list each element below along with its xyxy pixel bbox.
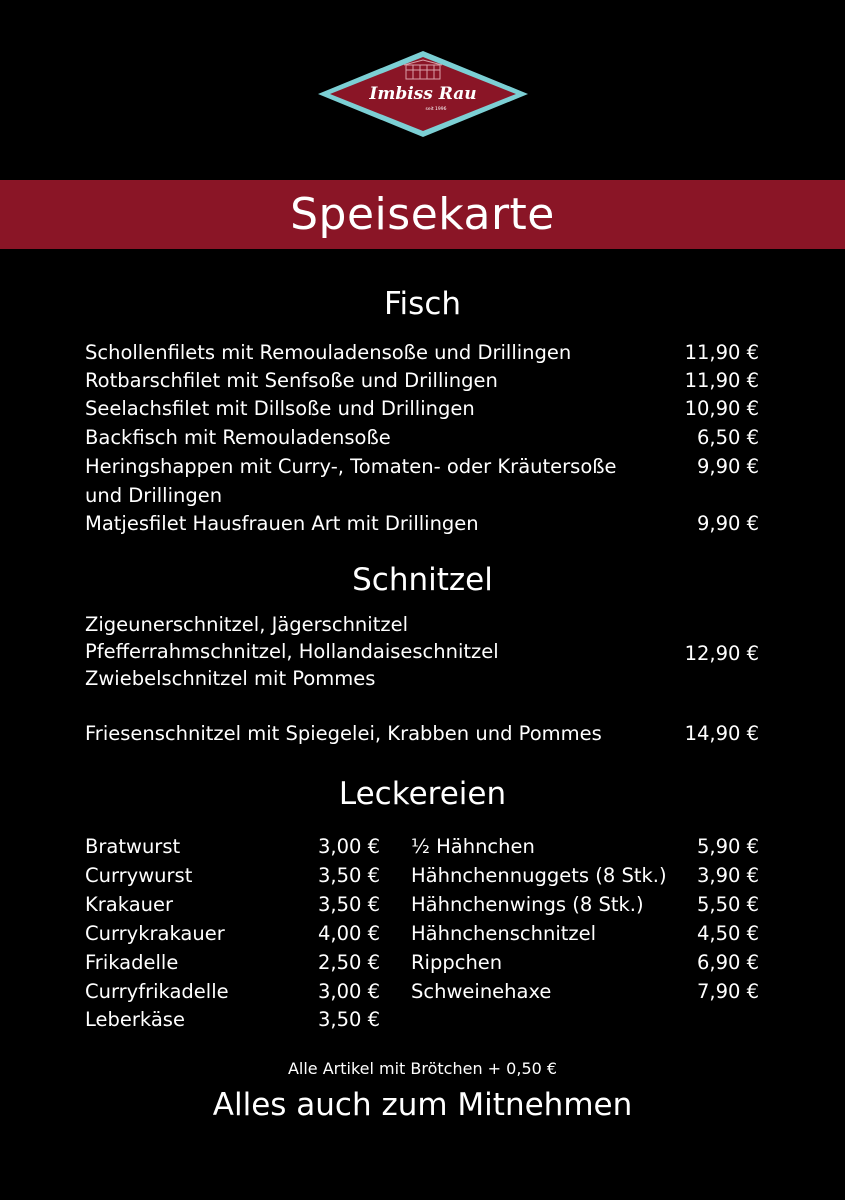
menu-item-price: 2,50 € [317, 951, 380, 974]
takeaway-notice: Alles auch zum Mitnehmen [212, 1087, 633, 1123]
menu-item-name: Leberkäse [85, 1008, 185, 1031]
logo-since: seit 1996 [425, 107, 447, 112]
menu-item-name: Krakauer [85, 893, 174, 916]
menu-item-price: 5,50 € [696, 893, 759, 916]
roll-surcharge-note: Alle Artikel mit Brötchen + 0,50 € [287, 1059, 558, 1078]
menu-item-price: 4,00 € [317, 922, 380, 945]
section-title-leckereien: Leckereien [338, 776, 507, 812]
menu-item-name: Currywurst [85, 864, 193, 887]
menu-item-name: Backfisch mit Remouladensoße [85, 426, 391, 449]
logo-name: Imbiss Rau [369, 84, 477, 104]
menu-item-price: 6,50 € [696, 426, 759, 449]
menu-item-price: 3,50 € [317, 1008, 380, 1031]
menu-item-name: Seelachsfilet mit Dillsoße und Drillingen [85, 397, 475, 420]
schnitzel-group-line: Zigeunerschnitzel, Jägerschnitzel [85, 613, 408, 636]
menu-item-price: 4,50 € [696, 922, 759, 945]
menu-item-price: 3,50 € [317, 864, 380, 887]
title-banner [0, 180, 845, 249]
page-title: Speisekarte [290, 189, 555, 240]
section-title-schnitzel: Schnitzel [352, 562, 493, 598]
menu-item-name: Schollenfilets mit Remouladensoße und Drillingen [85, 341, 572, 364]
schnitzel-group-line: Pfefferrahmschnitzel, Hollandaiseschnitzel [85, 640, 499, 663]
menu-item-price: 10,90 € [684, 397, 759, 420]
menu-item-price: 3,00 € [317, 835, 380, 858]
menu-item-name: Friesenschnitzel mit Spiegelei, Krabben und Pommes [85, 722, 602, 745]
section-title-fisch: Fisch [383, 286, 462, 322]
menu-item-price: 3,90 € [696, 864, 759, 887]
menu-item-price: 11,90 € [684, 369, 759, 392]
menu-item-name: Bratwurst [85, 835, 181, 858]
menu-item-name: ½ Hähnchen [411, 835, 535, 858]
menu-item-name: Currykrakauer [85, 922, 225, 945]
schnitzel-group-line: Zwiebelschnitzel mit Pommes [85, 667, 376, 690]
menu-item-price: 5,90 € [696, 835, 759, 858]
menu-item-price: 3,50 € [317, 893, 380, 916]
menu-item-price: 3,00 € [317, 980, 380, 1003]
logo [314, 48, 532, 140]
menu-item-name: Schweinehaxe [411, 980, 552, 1003]
menu-item-price: 6,90 € [696, 951, 759, 974]
menu-item-price: 9,90 € [696, 455, 759, 478]
menu-item-name: Hähnchenschnitzel [411, 922, 597, 945]
menu-item-name: Frikadelle [85, 951, 179, 974]
menu-item-name: Hähnchenwings (8 Stk.) [411, 893, 644, 916]
menu-item-name: Rippchen [411, 951, 503, 974]
schnitzel-group-price: 12,90 € [684, 642, 759, 665]
menu-item-name-continued: und Drillingen [85, 484, 223, 507]
menu-item-name: Hähnchennuggets (8 Stk.) [411, 864, 667, 887]
menu-item-name: Curryfrikadelle [85, 980, 229, 1003]
menu-item-price: 11,90 € [684, 341, 759, 364]
menu-item-name: Matjesfilet Hausfrauen Art mit Drillingen [85, 512, 479, 535]
menu-item-price: 14,90 € [684, 722, 759, 745]
menu-item-name: Rotbarschfilet mit Senfsoße und Drillingen [85, 369, 498, 392]
menu-item-price: 9,90 € [696, 512, 759, 535]
menu-item-name: Heringshappen mit Curry-, Tomaten- oder Kräutersoße [85, 455, 617, 478]
menu-item-price: 7,90 € [696, 980, 759, 1003]
